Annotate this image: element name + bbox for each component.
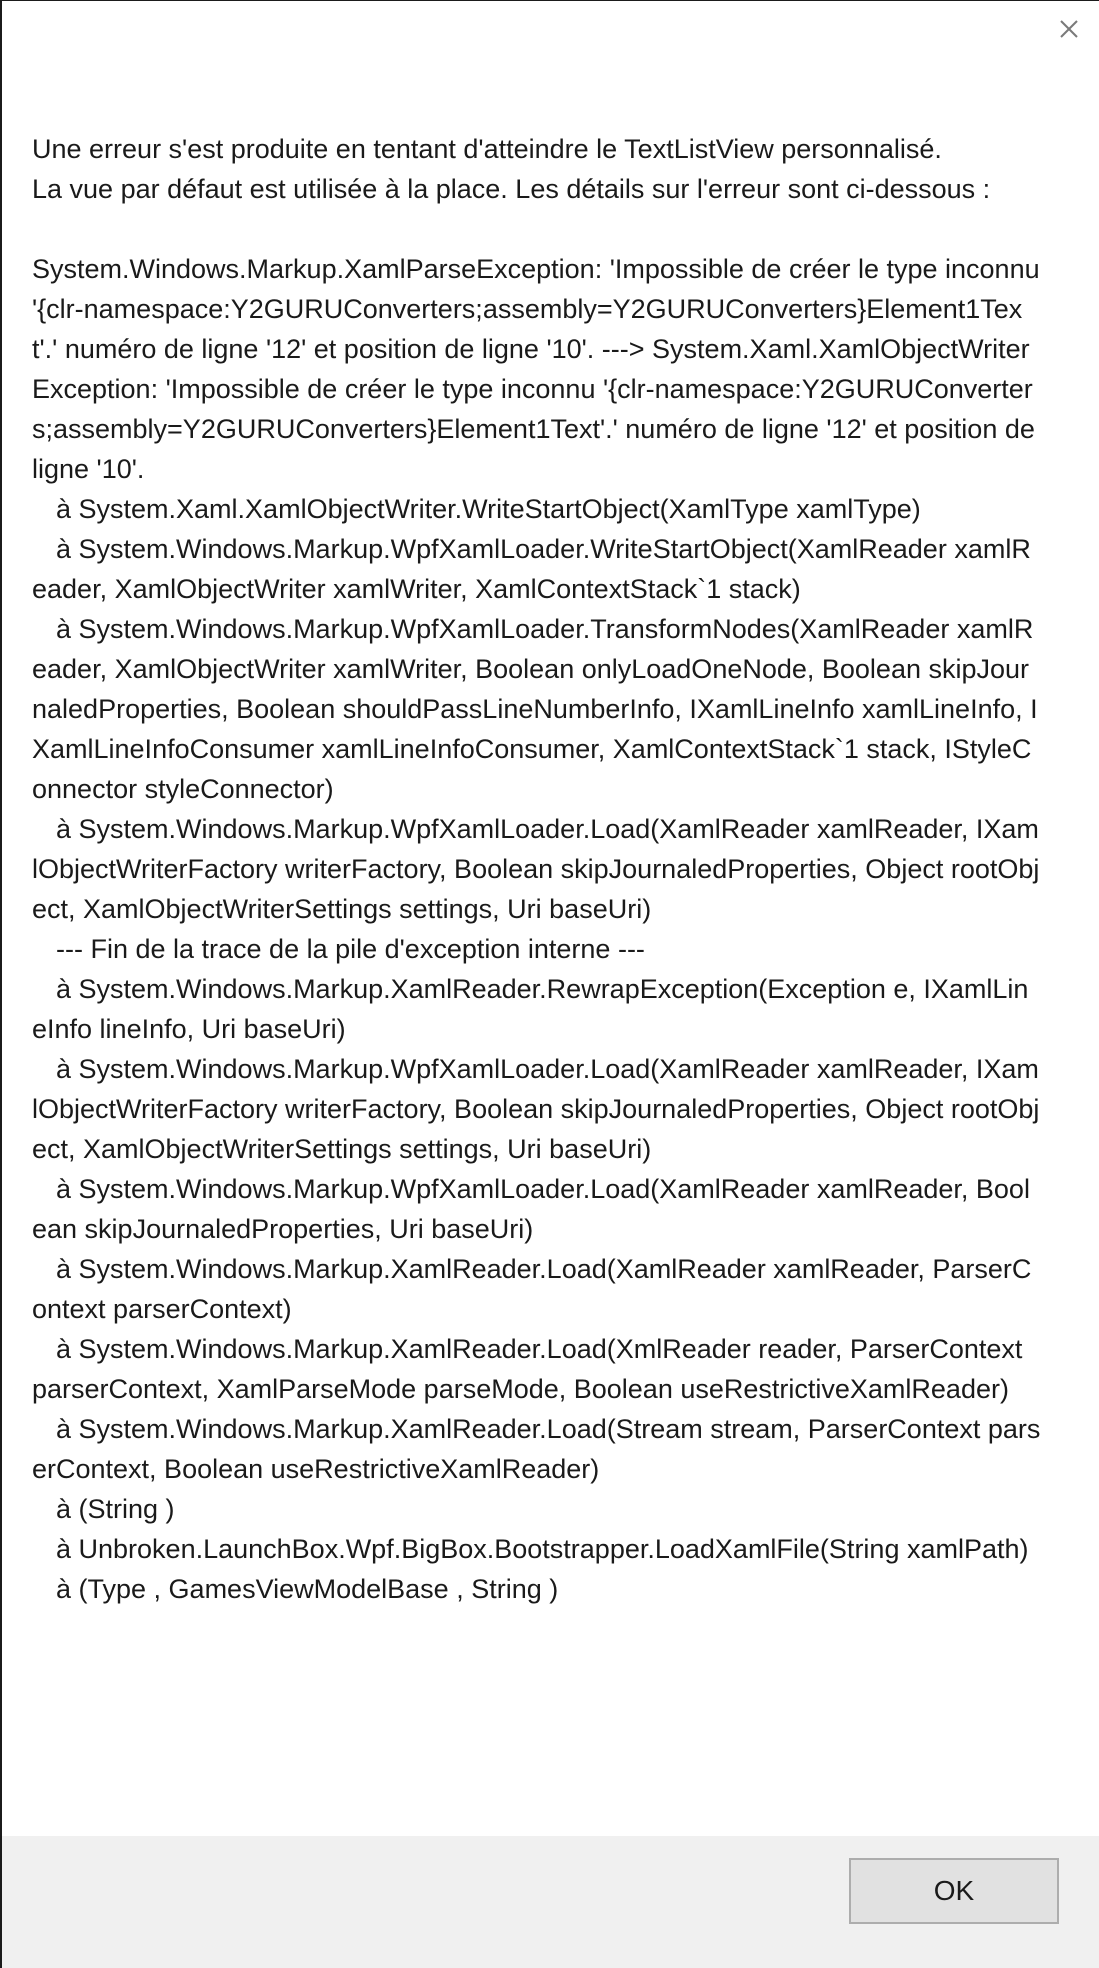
intro-line-2: La vue par défaut est utilisée à la place. Les détails sur l'erreur sont ci-dessous : xyxy=(32,174,991,204)
stack-trace-line: à System.Windows.Markup.WpfXamlLoader.TransformNodes(XamlReader xamlReader, XamlObjectWriter xamlWriter, Boolean onlyLoadOneNode, Boolean skipJournaledProperties, Boolean shouldPassLineNumberInfo, IXamlLineInfo xamlLineInfo, IXamlLineInfoConsumer xamlLineInfoConsumer, XamlContextStack`1 stack, IStyleConnector styleConnector) xyxy=(32,614,1038,804)
stack-trace-line: à System.Windows.Markup.WpfXamlLoader.Load(XamlReader xamlReader, Boolean skipJournaledProperties, Uri baseUri) xyxy=(32,1174,1030,1244)
stack-trace-line: à (String ) xyxy=(56,1494,175,1524)
dialog-footer xyxy=(2,1836,1099,1968)
intro-line-1: Une erreur s'est produite en tentant d'atteindre le TextListView personnalisé. xyxy=(32,134,942,164)
stack-trace-line: à System.Windows.Markup.XamlReader.RewrapException(Exception e, IXamlLineInfo lineInfo, Uri baseUri) xyxy=(32,974,1029,1044)
error-details xyxy=(32,249,1042,1609)
dialog-message xyxy=(32,129,1042,1609)
stack-trace-line: à (Type , GamesViewModelBase , String ) xyxy=(56,1574,559,1604)
close-button[interactable] xyxy=(1051,11,1087,47)
stack-trace-separator: --- Fin de la trace de la pile d'exception interne --- xyxy=(56,934,645,964)
stack-trace-line: à System.Windows.Markup.WpfXamlLoader.WriteStartObject(XamlReader xamlReader, XamlObjectWriter xamlWriter, XamlContextStack`1 stack) xyxy=(32,534,1031,604)
stack-trace-line: à System.Windows.Markup.WpfXamlLoader.Load(XamlReader xamlReader, IXamlObjectWriterFactory writerFactory, Boolean skipJournaledProperties, Object rootObject, XamlObjectWriterSettings settings, Uri baseUri) xyxy=(32,1054,1040,1164)
stack-trace-line: à System.Windows.Markup.XamlReader.Load(XmlReader reader, ParserContext parserContext, XamlParseMode parseMode, Boolean useRestrictiveXamlReader) xyxy=(32,1334,1023,1404)
stack-trace-line: à System.Xaml.XamlObjectWriter.WriteStartObject(XamlType xamlType) xyxy=(56,494,921,524)
intro-message xyxy=(32,129,1042,209)
stack-trace-line: à System.Windows.Markup.XamlReader.Load(XamlReader xamlReader, ParserContext parserContext) xyxy=(32,1254,1032,1324)
stack-trace-line: à Unbroken.LaunchBox.Wpf.BigBox.Bootstrapper.LoadXamlFile(String xamlPath) xyxy=(56,1534,1029,1564)
stack-trace-line: à System.Windows.Markup.WpfXamlLoader.Load(XamlReader xamlReader, IXamlObjectWriterFactory writerFactory, Boolean skipJournaledProperties, Object rootObject, XamlObjectWriterSettings settings, Uri baseUri) xyxy=(32,814,1040,924)
stack-trace-line: à System.Windows.Markup.XamlReader.Load(Stream stream, ParserContext parserContext, Boolean useRestrictiveXamlReader) xyxy=(32,1414,1041,1484)
close-icon xyxy=(1051,11,1087,47)
error-exception: System.Windows.Markup.XamlParseException: 'Impossible de créer le type inconnu '{clr-namespace:Y2GURUConverters;assembly=Y2GURUConverters}Element1Text'.' numéro de ligne '12' et position de ligne '10'. ---> System.Xaml.XamlObjectWriterException: 'Impossible de créer le type inconnu '{clr-namespace:Y2GURUConverters;assembly=Y2GURUConverters}Element1Text'.' numéro de ligne '12' et position de ligne '10'. xyxy=(32,254,1040,484)
ok-button[interactable]: OK xyxy=(849,1858,1059,1924)
